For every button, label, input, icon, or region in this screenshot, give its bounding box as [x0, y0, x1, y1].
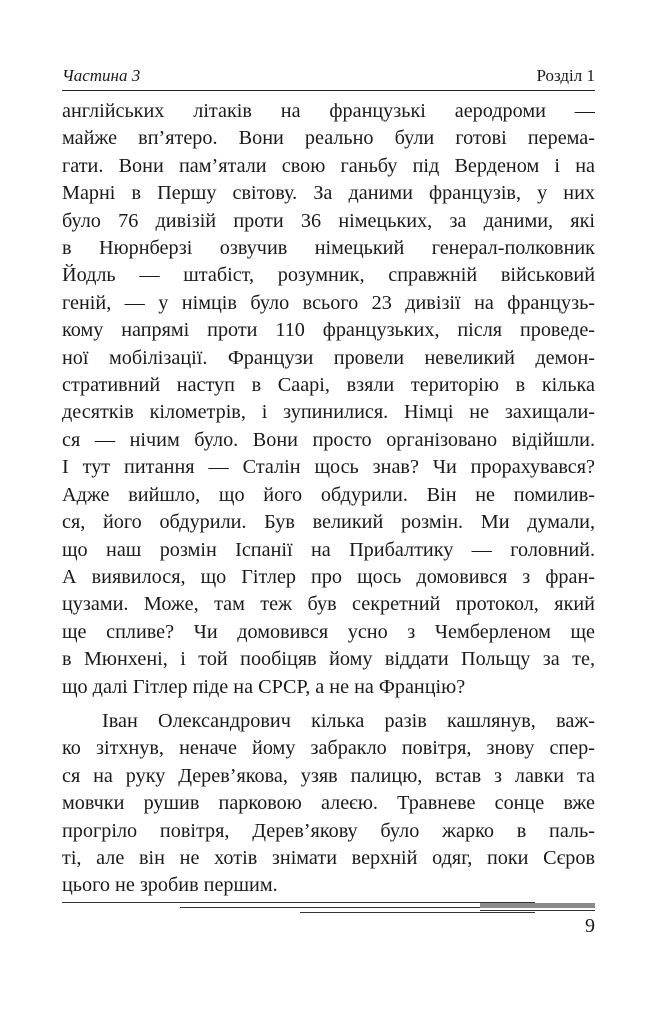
text-line: кому напрямі проти 110 французьких, після проведе-	[62, 319, 595, 342]
text-line: ще спливе? Чи домовився усно з Чемберленом ще	[62, 620, 595, 643]
footer-rule-4	[480, 910, 595, 911]
text-line: ся — нічим було. Вони просто організовано відійшли.	[62, 428, 595, 451]
text-line: мовчки рушив парковою алеєю. Травневе сонце вже	[62, 792, 595, 815]
text-line: що наш розмін Іспанії на Прибалтику — головний.	[62, 538, 595, 561]
running-header	[62, 62, 595, 91]
text-line: англійських літаків на французькі аеродроми —	[62, 100, 595, 122]
text-line: стративний наступ в Саарі, взяли територію в кілька	[62, 374, 595, 397]
text-line: цього не зробив першим.	[62, 874, 278, 897]
text-line: Марні в Першу світову. За даними французів, у них	[62, 182, 595, 205]
paragraph-1	[62, 98, 595, 701]
text-line: ся на руку Дерев’якова, узяв палицю, встав з лавки та	[62, 764, 595, 787]
footer-rule-1	[62, 902, 535, 903]
text-line: ся, його обдурили. Був великий розмін. Ми думали,	[62, 511, 595, 534]
text-line: гати. Вони пам’ятали свою ганьбу під Верденом і на	[62, 154, 595, 177]
text-line: геній, — у німців було всього 23 дивізії на французь-	[62, 291, 595, 314]
part-title: Частина 3	[62, 66, 141, 85]
text-line: ті, але він не хотів знімати верхній одяг, поки Сєров	[62, 847, 595, 870]
text-line: було 76 дивізій проти 36 німецьких, за даними, які	[62, 209, 595, 232]
text-line: Іван Олександрович кілька разів кашлянув, важ-	[102, 710, 595, 732]
page-number: 9	[585, 915, 595, 937]
text-line: І тут питання — Сталін щось знав? Чи прорахувався?	[62, 456, 595, 479]
text-line: ної мобілізації. Французи провели невеликий демон-	[62, 346, 595, 369]
text-line: А виявилося, що Гітлер про щось домовився з фран-	[62, 565, 595, 588]
text-line: ко зітхнув, неначе йому забракло повітря, знову спер-	[62, 737, 595, 760]
text-line: в Нюрнберзі озвучив німецький генерал-полковник	[62, 237, 595, 260]
paragraph-2	[62, 708, 595, 900]
footer-rule-3	[300, 912, 535, 913]
text-line: в Мюнхені, і той пообіцяв йому віддати Польщу за те,	[62, 648, 595, 671]
text-line: прогріло повітря, Дерев’якову було жарко в паль-	[62, 819, 595, 842]
footer-bar	[480, 903, 595, 908]
text-line: десятків кілометрів, і зупинилися. Німці не захищали-	[62, 401, 595, 424]
chapter-title: Розділ 1	[536, 66, 595, 85]
text-line: Адже вийшло, що його обдурили. Він не помилив-	[62, 483, 595, 506]
text-line: цузами. Може, там теж був секретний протокол, який	[62, 593, 595, 616]
text-line: що далі Гітлер піде на СРСР, а не на Францію?	[62, 675, 466, 698]
text-line: Йодль — штабіст, розумник, справжній військовий	[62, 264, 595, 287]
text-line: майже вп’ятеро. Вони реально були готові перема-	[62, 127, 595, 150]
